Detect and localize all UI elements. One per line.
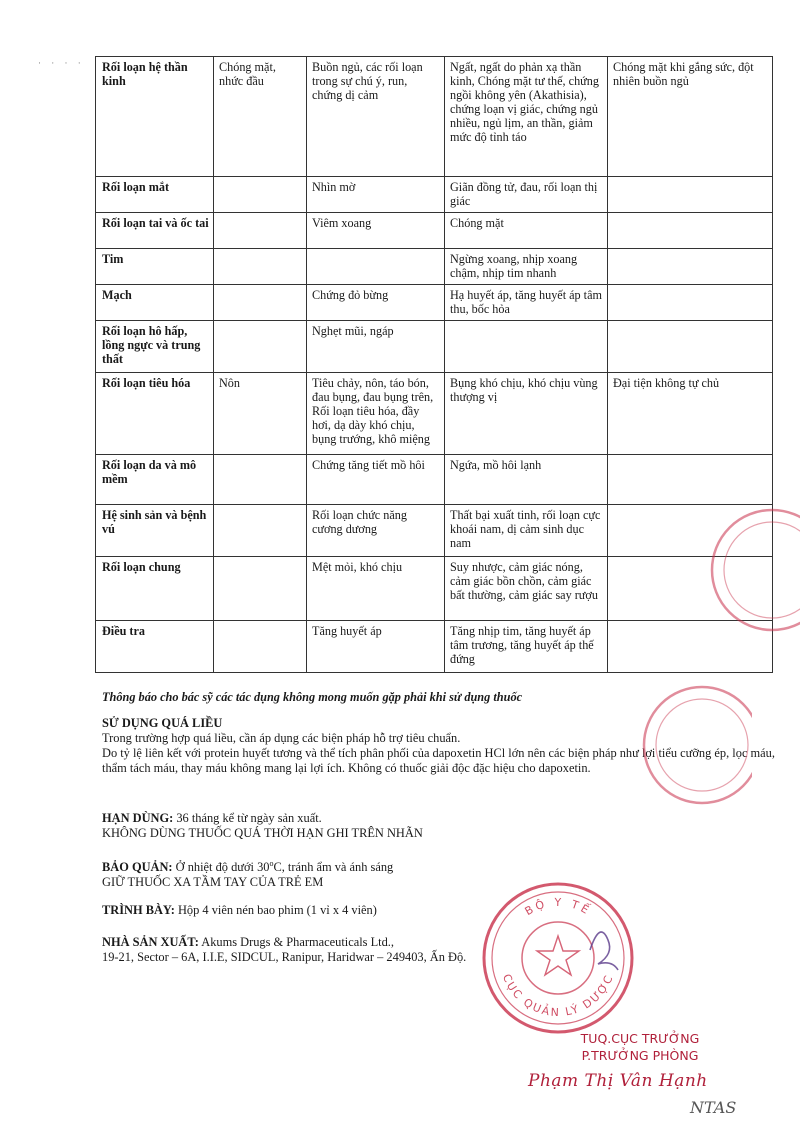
ministry-stamp	[478, 878, 638, 1038]
table-row	[96, 57, 773, 177]
scan-speckle: · · · ·	[38, 58, 85, 68]
frequency-cell: Hạ huyết áp, tăng huyết áp tâm thu, bốc hỏa	[445, 285, 608, 321]
frequency-cell	[307, 249, 445, 285]
report-note: Thông báo cho bác sỹ các tác dụng không mong muốn gặp phải khi sử dụng thuốc	[102, 690, 523, 704]
stamp-top-text: BỘ Y TẾ	[522, 895, 594, 919]
frequency-cell	[608, 321, 773, 373]
organ-class-cell: Rối loạn tai và ốc tai	[96, 213, 214, 249]
frequency-cell: Chóng mặt	[445, 213, 608, 249]
frequency-cell: Nôn	[214, 373, 307, 455]
frequency-cell: Chứng tăng tiết mồ hôi	[307, 455, 445, 505]
frequency-cell	[214, 285, 307, 321]
frequency-cell: Buồn ngủ, các rối loạn trong sự chú ý, run, chứng dị cảm	[307, 57, 445, 177]
frequency-cell: Đại tiện không tự chủ	[608, 373, 773, 455]
stamp-bottom-text: CỤC QUẢN LÝ DƯỢC	[499, 972, 617, 1020]
frequency-cell: Rối loạn chức năng cương dương	[307, 505, 445, 557]
frequency-cell: Ngất, ngất do phản xạ thần kinh, Chóng mặt tư thế, chứng ngồi không yên (Akathisia), chứng loạn vị giác, chứng ngủ nhiều, ngủ lịm, an thần, giảm mức độ tỉnh táo	[445, 57, 608, 177]
organ-class-cell: Hệ sinh sản và bệnh vú	[96, 505, 214, 557]
frequency-cell: Viêm xoang	[307, 213, 445, 249]
shelf-life-label: HẠN DÙNG:	[102, 811, 174, 825]
frequency-cell: Nhìn mờ	[307, 177, 445, 213]
frequency-cell	[214, 321, 307, 373]
frequency-cell	[214, 249, 307, 285]
frequency-cell: Suy nhược, cảm giác nóng, cảm giác bồn chồn, cảm giác bất thường, cảm giác say rượu	[445, 557, 608, 621]
storage-warning: GIỮ THUỐC XA TẦM TAY CỦA TRẺ EM	[102, 875, 324, 890]
overdose-line-1: Trong trường hợp quá liều, cần áp dụng các biện pháp hỗ trợ tiêu chuẩn.	[102, 731, 461, 745]
table-row	[96, 373, 773, 455]
frequency-cell	[608, 213, 773, 249]
overdose-line-2: Do tỷ lệ liên kết với protein huyết tương và thể tích phân phối của dapoxetin HCl lớn nên các biện pháp như lợi tiểu cưỡng ép, lọc máu, thẩm tách máu, thay máu không mang lại lợi ích. Không có thuốc giải độc đặc hiệu cho dapoxetin.	[102, 746, 775, 775]
frequency-cell: Nghẹt mũi, ngáp	[307, 321, 445, 373]
table-row	[96, 249, 773, 285]
manufacturer-address: 19-21, Sector – 6A, I.I.E, SIDCUL, Ranipur, Haridwar – 249403, Ấn Độ.	[102, 950, 467, 964]
presentation-value: Hộp 4 viên nén bao phim (1 vỉ x 4 viên)	[174, 903, 377, 917]
adverse-effects-table	[95, 56, 773, 673]
table-row	[96, 177, 773, 213]
frequency-cell	[214, 621, 307, 673]
table-row	[96, 285, 773, 321]
storage-section	[102, 856, 782, 890]
table-row	[96, 505, 773, 557]
organ-class-cell: Rối loạn chung	[96, 557, 214, 621]
table-row	[96, 557, 773, 621]
frequency-cell: Chứng đỏ bừng	[307, 285, 445, 321]
frequency-cell: Chóng mặt, nhức đầu	[214, 57, 307, 177]
frequency-cell	[445, 321, 608, 373]
svg-text:BỘ Y TẾ	[523, 896, 594, 918]
organ-class-cell: Tim	[96, 249, 214, 285]
shelf-life-section	[102, 811, 782, 841]
overdose-heading: SỬ DỤNG QUÁ LIỀU	[102, 716, 223, 730]
shelf-life-value: 36 tháng kể từ ngày sản xuất.	[173, 811, 322, 825]
signoff-block	[540, 1030, 740, 1064]
storage-value-post: C, tránh ẩm và ánh sáng	[273, 860, 394, 875]
frequency-cell: Bụng khó chịu, khó chịu vùng thượng vị	[445, 373, 608, 455]
shelf-life-warning: KHÔNG DÙNG THUỐC QUÁ THỜI HẠN GHI TRÊN NHÃN	[102, 826, 423, 840]
frequency-cell	[214, 455, 307, 505]
table-row	[96, 321, 773, 373]
partial-stamp-middle	[632, 680, 752, 810]
organ-class-cell: Mạch	[96, 285, 214, 321]
frequency-cell	[214, 213, 307, 249]
frequency-cell	[608, 455, 773, 505]
frequency-cell: Giãn đồng tử, đau, rối loạn thị giác	[445, 177, 608, 213]
organ-class-cell: Rối loạn mắt	[96, 177, 214, 213]
frequency-cell	[214, 505, 307, 557]
organ-class-cell: Rối loạn hệ thần kinh	[96, 57, 214, 177]
table-row	[96, 213, 773, 249]
handwritten-initials: NTAS	[690, 1098, 737, 1117]
storage-value-pre: Ở nhiệt độ dưới 30	[172, 860, 270, 875]
frequency-cell: Tăng nhịp tim, tăng huyết áp tâm trương, tăng huyết áp thế đứng	[445, 621, 608, 673]
frequency-cell: Tiêu chảy, nôn, táo bón, đau bụng, đau bụng trên, Rối loạn tiêu hóa, đầy hơi, dạ dày khó chịu, bụng trướng, khô miệng	[307, 373, 445, 455]
frequency-cell	[214, 557, 307, 621]
manufacturer-section	[102, 935, 782, 965]
frequency-cell: Tăng huyết áp	[307, 621, 445, 673]
organ-class-cell: Rối loạn da và mô mềm	[96, 455, 214, 505]
table-row	[96, 455, 773, 505]
svg-text:CỤC QUẢN LÝ DƯỢC	[500, 972, 616, 1019]
frequency-cell	[608, 285, 773, 321]
storage-degree: o	[269, 859, 274, 868]
table-row	[96, 621, 773, 673]
signoff-line-1: TUQ.CỤC TRƯỞNG	[580, 1031, 700, 1046]
manufacturer-label: NHÀ SẢN XUẤT:	[102, 935, 199, 949]
frequency-cell: Ngứa, mồ hôi lạnh	[445, 455, 608, 505]
frequency-cell: Chóng mặt khi gắng sức, đột nhiên buồn ngủ	[608, 57, 773, 177]
signoff-line-2: P.TRƯỞNG PHÒNG	[581, 1048, 699, 1063]
frequency-cell	[214, 177, 307, 213]
storage-label: BẢO QUẢN:	[102, 860, 173, 875]
organ-class-cell: Điều tra	[96, 621, 214, 673]
frequency-cell	[608, 249, 773, 285]
organ-class-cell: Rối loạn hô hấp, lồng ngực và trung thất	[96, 321, 214, 373]
frequency-cell	[608, 177, 773, 213]
frequency-cell: Thất bại xuất tinh, rối loạn cực khoái nam, dị cảm sinh dục nam	[445, 505, 608, 557]
presentation-label: TRÌNH BÀY:	[102, 903, 175, 917]
presentation-section	[102, 903, 782, 918]
frequency-cell: Ngừng xoang, nhịp xoang chậm, nhịp tim nhanh	[445, 249, 608, 285]
signature: Phạm Thị Vân Hạnh	[528, 1071, 708, 1091]
frequency-cell: Mệt mỏi, khó chịu	[307, 557, 445, 621]
partial-stamp-right	[700, 505, 800, 635]
manufacturer-value: Akums Drugs & Pharmaceuticals Ltd.,	[198, 935, 394, 949]
organ-class-cell: Rối loạn tiêu hóa	[96, 373, 214, 455]
